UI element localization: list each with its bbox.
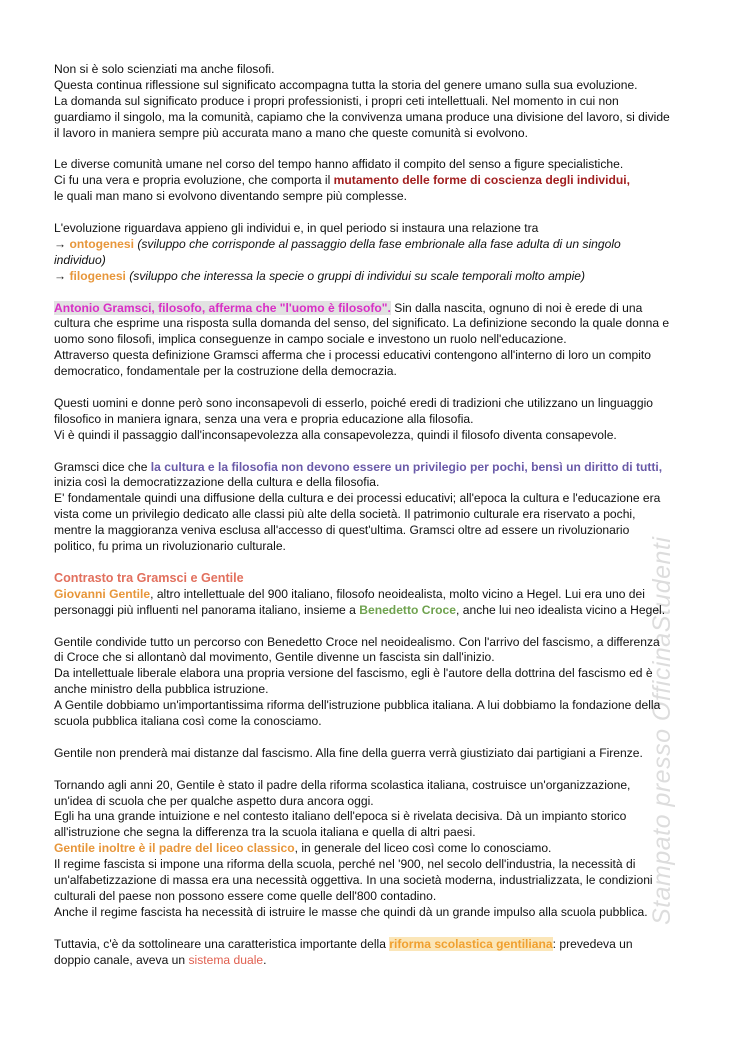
text-line: Non si è solo scienziati ma anche filosofi. bbox=[54, 62, 275, 76]
paragraph bbox=[54, 635, 694, 730]
text-line: filosofico in maniera ignara, senza una vera e propria educazione alla filosofia. bbox=[54, 411, 474, 426]
name-gentile: Giovanni Gentile bbox=[54, 586, 151, 601]
paragraph bbox=[54, 937, 694, 969]
text-line: E' fondamentale quindi una diffusione della cultura e dei processi educativi; all'epoca la cultura e l'educazione era bbox=[54, 491, 661, 506]
text-line: Sin dalla nascita, ognuno di noi è erede di una bbox=[390, 300, 643, 315]
arrow-glyph: → bbox=[54, 236, 70, 251]
emphasis-text: Gentile inoltre è il padre del liceo classico bbox=[54, 841, 295, 856]
text-line: , anche lui neo idealista vicino a Hegel. bbox=[456, 602, 666, 617]
emphasis-text: la cultura e la filosofia non devono essere un privilegio per pochi, bensì un diritto di tutti, bbox=[150, 459, 663, 474]
paragraph bbox=[54, 301, 694, 381]
text-line: Il regime fascista si impone una riforma della scuola, perché nel '900, nel secolo dell'industria, la necessità di bbox=[54, 857, 636, 872]
text-line: . bbox=[263, 952, 267, 967]
highlighted-quote: Antonio Gramsci, filosofo, afferma che "l'uomo è filosofo". bbox=[54, 300, 391, 315]
text-line: Gramsci dice che bbox=[54, 459, 151, 474]
text-line: Questa continua riflessione sul significato accompagna tutta la storia del genere umano sulla sua evoluzione. bbox=[54, 77, 638, 92]
paragraph bbox=[54, 460, 694, 555]
definition-text: (sviluppo che interessa la specie o gruppi di individui su scale temporali molto ampie) bbox=[125, 268, 586, 283]
text-line: Ci fu una vera e propria evoluzione, che comporta il bbox=[54, 173, 334, 188]
text-line: , altro intellettuale del 900 italiano, filosofo neoidealista, molto vicino a Hegel. Lui era uno dei bbox=[150, 586, 645, 601]
text-line: : prevedeva un bbox=[552, 936, 633, 951]
text-line: le quali man mano si evolvono diventando sempre più complesse. bbox=[54, 189, 407, 204]
text-line: Da intellettuale liberale elabora una propria versione del fascismo, egli è l'autore della dottrina del fascismo ed è bbox=[54, 666, 653, 681]
text-line: il lavoro in maniera sempre più accurata mano a mano che queste comunità si evolvono. bbox=[54, 125, 528, 140]
text-line: anche ministro della pubblica istruzione. bbox=[54, 682, 269, 697]
text-line: Tuttavia, c'è da sottolineare una caratteristica importante della bbox=[54, 936, 390, 951]
emphasis-text: mutamento delle forme di coscienza degli individui, bbox=[333, 173, 631, 188]
paragraph bbox=[54, 157, 694, 205]
paragraph bbox=[54, 778, 694, 921]
text-line: Anche il regime fascista ha necessità di istruire le masse che quindi dà un grande impulso alla scuola pubblica. bbox=[54, 904, 648, 919]
highlighted-term: riforma scolastica gentiliana bbox=[389, 936, 553, 951]
text-line: Gentile non prenderà mai distanze dal fascismo. Alla fine della guerra verrà giustiziato dai partigiani a Firenze. bbox=[54, 745, 643, 760]
text-line: La domanda sul significato produce i propri professionisti, i propri ceti intellettuali. Nel momento in cui non bbox=[54, 93, 619, 108]
watermark: Stampato presso OfficinaStudenti bbox=[648, 536, 676, 925]
term-ontogenesi: ontogenesi bbox=[69, 236, 134, 251]
text-line: Le diverse comunità umane nel corso del tempo hanno affidato il compito del senso a figure specialistiche. bbox=[54, 157, 624, 172]
document-body bbox=[54, 62, 694, 969]
text-line: uomo sono filosofi, implica conseguenze in campo sociale e investono un ruolo nell'educazione. bbox=[54, 332, 567, 347]
arrow-glyph: → bbox=[54, 268, 70, 283]
definition-text: (sviluppo che corrisponde al passaggio della fase embrionale alla fase adulta di un singolo bbox=[133, 236, 621, 251]
text-line: vista come un privilegio dedicato alle classi più alte della società. Il patrimonio culturale era riservato a pochi, bbox=[54, 507, 636, 522]
section-heading: Contrasto tra Gramsci e Gentile bbox=[54, 570, 244, 585]
text-line: Egli ha una grande intuizione e nel contesto italiano dell'epoca si è rivelata decisiva. Dà un impianto storico bbox=[54, 809, 627, 824]
text-line: cultura che esprime una risposta sulla domanda del senso, del significato. La definizione secondo la quale donna e bbox=[54, 316, 670, 331]
name-croce: Benedetto Croce bbox=[359, 602, 457, 617]
text-line: di Croce che si allontanò dal movimento, Gentile divenne un fascista sin dall'inizio. bbox=[54, 650, 495, 665]
text-line: , in generale del liceo così come lo conosciamo. bbox=[294, 841, 552, 856]
text-line: A Gentile dobbiamo un'importantissima riforma dell'istruzione pubblica italiana. A lui dobbiamo la fondazione della bbox=[54, 698, 661, 713]
paragraph bbox=[54, 221, 694, 285]
paragraph bbox=[54, 62, 694, 142]
emphasis-text: sistema duale bbox=[188, 952, 264, 967]
paragraph bbox=[54, 746, 694, 762]
text-line: politico, fu prima un rivoluzionario culturale. bbox=[54, 539, 286, 554]
term-filogenesi: filogenesi bbox=[69, 268, 126, 283]
text-line: guardiamo il singolo, ma la comunità, capiamo che la convivenza umana produce una divisione del lavoro, si divide bbox=[54, 109, 670, 124]
text-line: inizia così la democratizzazione della cultura e della filosofia. bbox=[54, 475, 380, 490]
text-line: Tornando agli anni 20, Gentile è stato il padre della riforma scolastica italiana, costruisce un'organizzazione, bbox=[54, 777, 631, 792]
text-line: L'evoluzione riguardava appieno gli individui e, in quel periodo si instaura una relazione tra bbox=[54, 221, 539, 236]
text-line: un'alfabetizzazione di massa era una necessità oggettiva. In una società moderna, industrializzata, le condizioni bbox=[54, 873, 653, 888]
text-line: un'idea di scuola che per qualche aspetto dura ancora oggi. bbox=[54, 793, 374, 808]
text-line: democratico, fondamentale per la costruzione della democrazia. bbox=[54, 364, 397, 379]
text-line: doppio canale, aveva un bbox=[54, 952, 189, 967]
section-paragraph bbox=[54, 571, 694, 619]
text-line: culturali del paese non possono essere come quelle dell'800 contadino. bbox=[54, 888, 437, 903]
text-line: mentre la maggioranza veniva esclusa all'accesso di quest'ultima. Gramsci oltre ad essere un rivoluzionario bbox=[54, 523, 630, 538]
text-line: scuola pubblica italiana così come la conosciamo. bbox=[54, 714, 322, 729]
text-line: all'istruzione che segna la differenza tra la scuola italiana e quella di altri paesi. bbox=[54, 825, 476, 840]
paragraph bbox=[54, 396, 694, 444]
text-line: personaggi più influenti nel panorama italiano, insieme a bbox=[54, 602, 360, 617]
text-line: Questi uomini e donne però sono inconsapevoli di esserlo, poiché eredi di tradizioni che utilizzano un linguaggio bbox=[54, 395, 654, 410]
text-line: Vi è quindi il passaggio dall'inconsapevolezza alla consapevolezza, quindi il filosofo diventa consapevole. bbox=[54, 427, 617, 442]
definition-text: individuo) bbox=[54, 252, 106, 267]
text-line: Gentile condivide tutto un percorso con Benedetto Croce nel neoidealismo. Con l'arrivo del fascismo, a differenza bbox=[54, 634, 660, 649]
text-line: Attraverso questa definizione Gramsci afferma che i processi educativi contengono all'interno di loro un compito bbox=[54, 348, 652, 363]
